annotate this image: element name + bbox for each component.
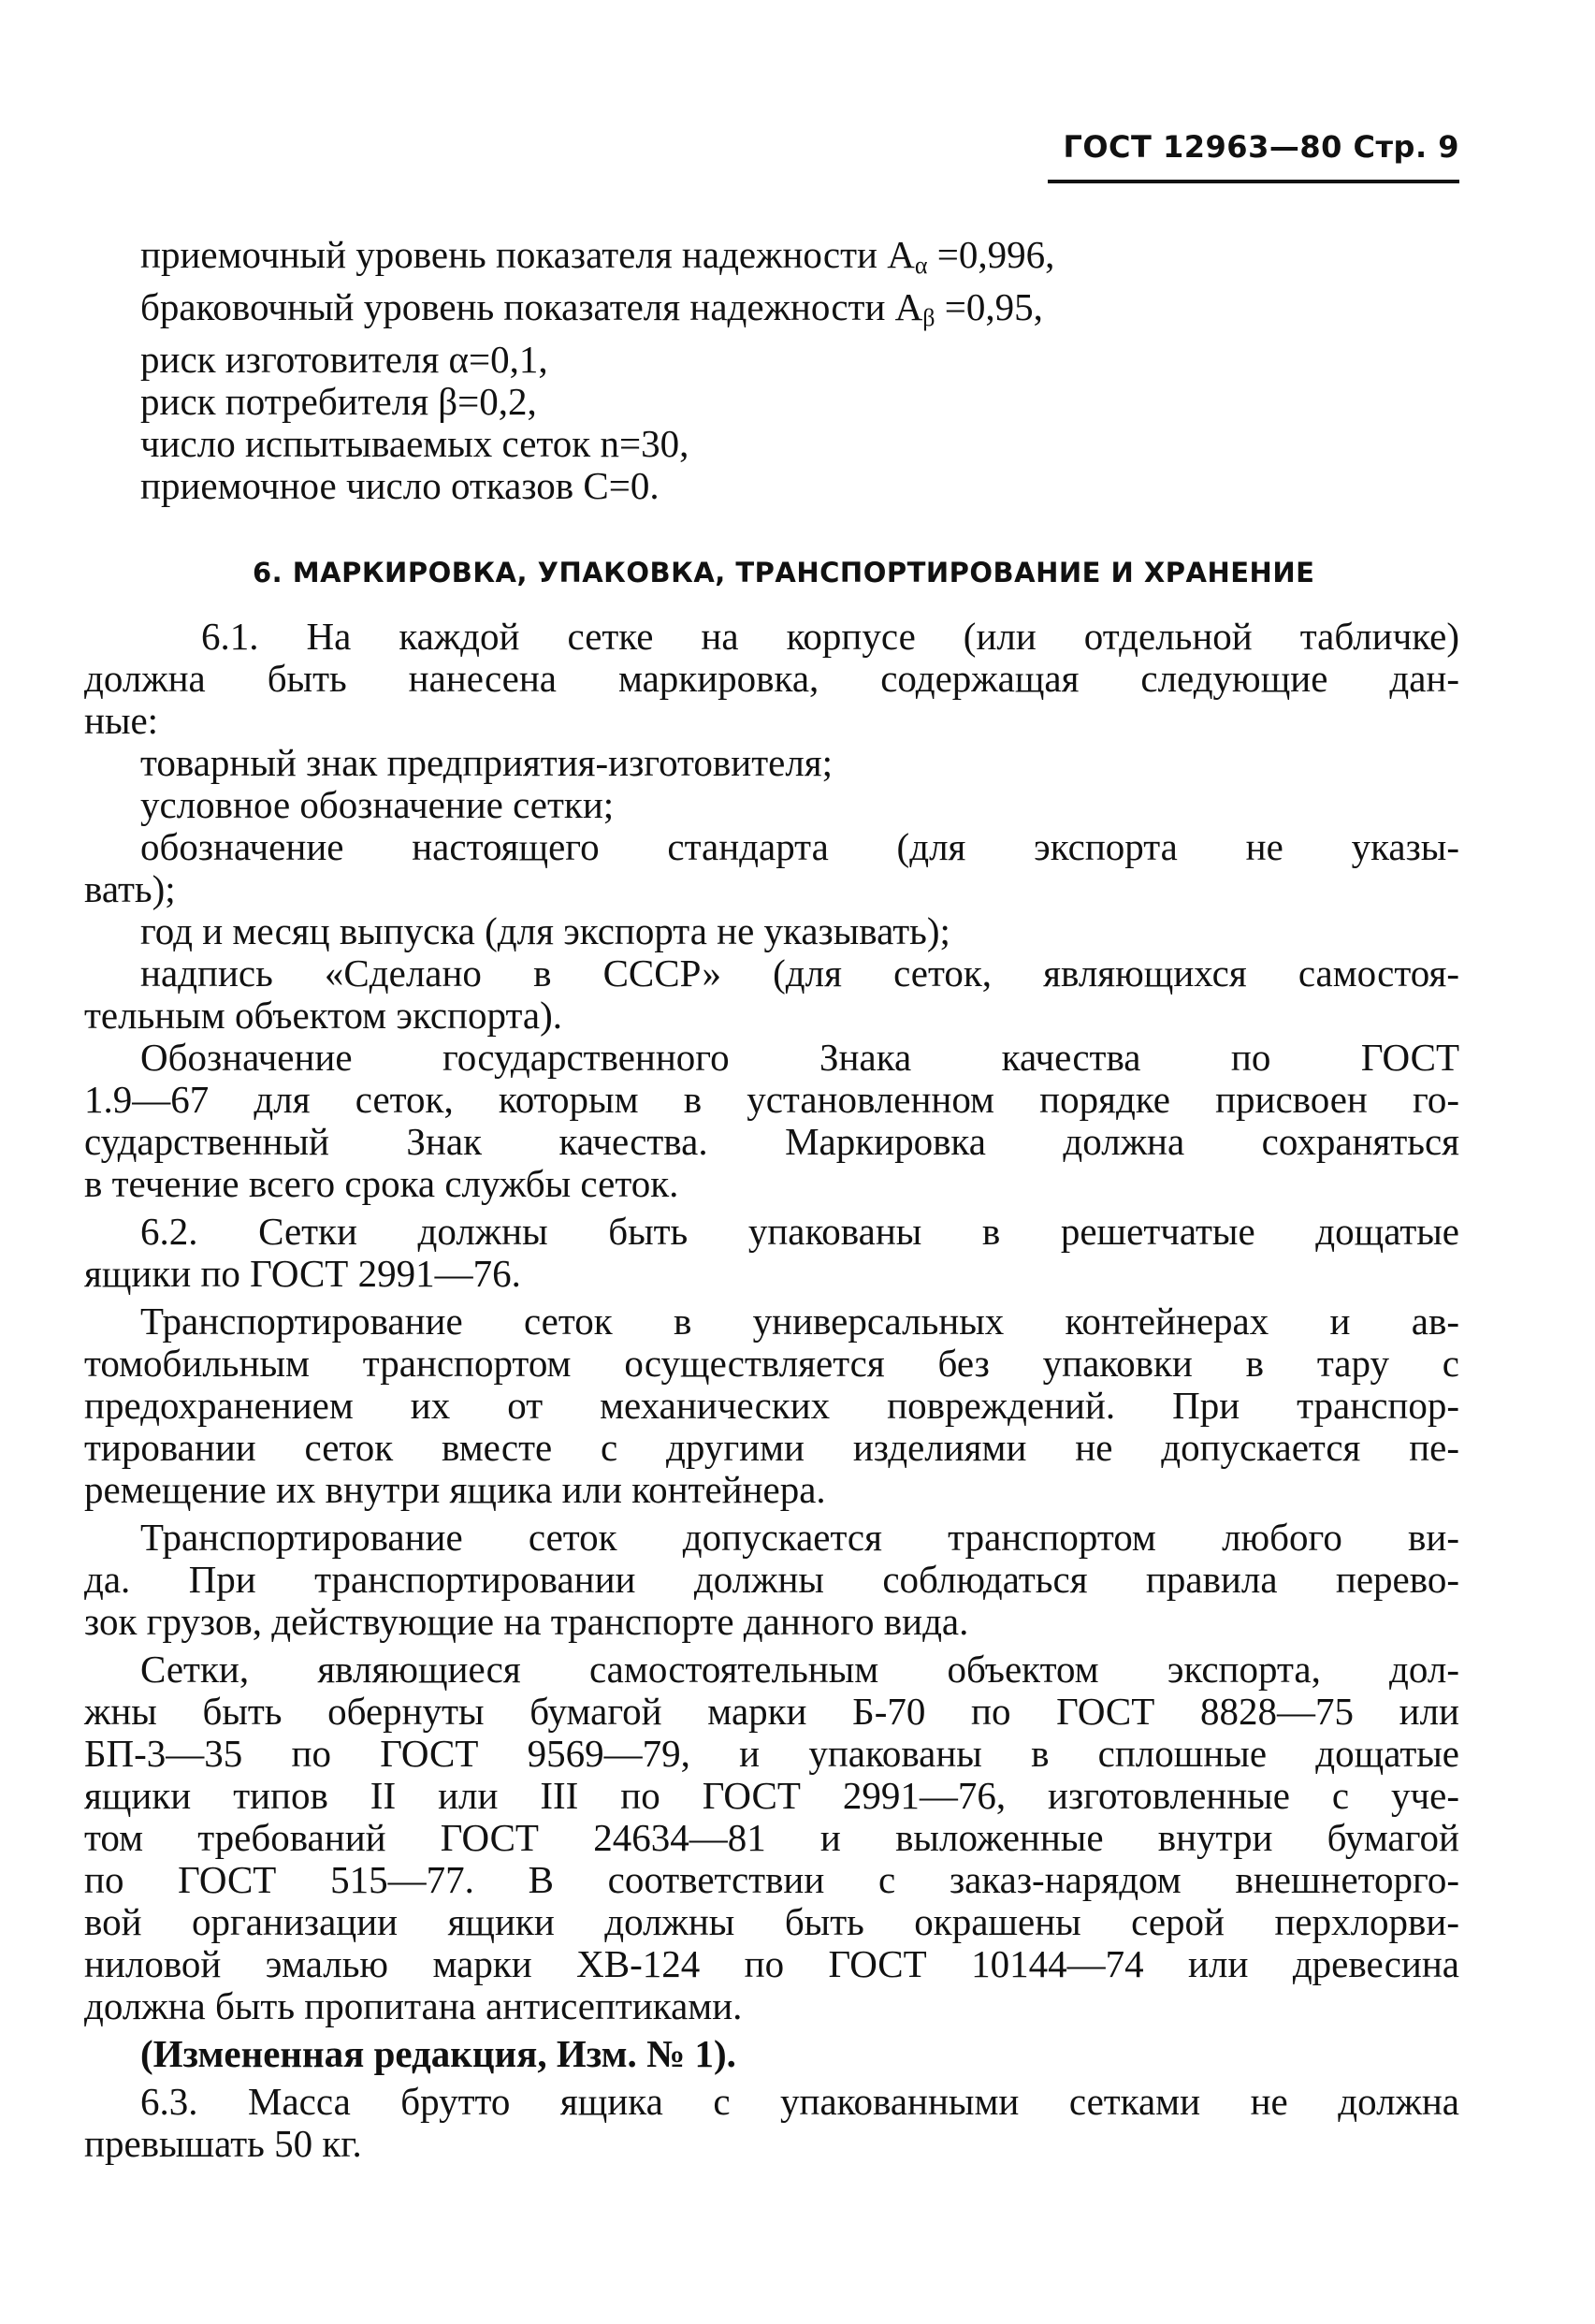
- text-line: предохранением их от механических повреждений. При транспор-: [84, 1384, 1459, 1427]
- acceptance-parameters: [140, 234, 1459, 507]
- text-line: тельным объектом экспорта).: [84, 994, 562, 1037]
- param-line: приемочный уровень показателя надежности $A_\alpha =0,996$,: [140, 233, 1055, 279]
- text-line: должна быть пропитана антисептиками.: [84, 1984, 743, 2027]
- text-line: Обозначение государственного Знака качества по ГОСТ: [140, 1036, 1459, 1079]
- text-line: да. При транспортировании должны соблюдаться правила перево-: [84, 1558, 1459, 1601]
- amendment-text: (Измененная редакция, Изм. № 1).: [140, 2032, 736, 2075]
- text-line: Транспортирование сеток в универсальных контейнерах и ав-: [140, 1300, 1459, 1343]
- text-line: по ГОСТ 515—77. В соответствии с заказ-нарядом внешнеторго-: [84, 1858, 1459, 1901]
- paragraph-6-2: [84, 1210, 1459, 1295]
- param-line: браковочный уровень показателя надежности $A_\beta =0,95$,: [140, 285, 1043, 331]
- text-line: 6.2. Сетки должны быть упакованы в решетчатые дощатые: [140, 1210, 1459, 1253]
- param-line: приемочное число отказов C=0.: [140, 464, 660, 507]
- text-line: 1.9—67 для сеток, которым в установленном порядке присвоен го-: [84, 1078, 1459, 1121]
- text-line: зок грузов, действующие на транспорте данного вида.: [84, 1600, 969, 1643]
- paragraph-6-3: [84, 2080, 1459, 2165]
- text-line: ремещение их внутри ящика или контейнера.: [84, 1468, 826, 1511]
- text-line: в течение всего срока службы сеток.: [84, 1162, 679, 1205]
- text-line: 6.3. Масса брутто ящика с упакованными сетками не должна: [140, 2080, 1459, 2123]
- list-item: условное обозначение сетки;: [140, 783, 615, 826]
- text-line: БП-3—35 по ГОСТ 9569—79, и упакованы в сплошные дощатые: [84, 1732, 1459, 1775]
- text-line: ящики типов II или III по ГОСТ 2991—76, изготовленные с уче-: [84, 1774, 1459, 1817]
- paragraph-export-packing: [84, 1648, 1459, 2027]
- text-line: Транспортирование сеток допускается транспортом любого ви-: [140, 1516, 1459, 1559]
- paragraph-6-1: [84, 615, 1459, 1205]
- header-rule: [1048, 180, 1459, 183]
- text-line: сударственный Знак качества. Маркировка должна сохраняться: [84, 1120, 1459, 1163]
- text-line: 6.1. На каждой сетке на корпусе (или отдельной табличке): [201, 615, 1459, 658]
- text-line: вать);: [84, 867, 176, 910]
- amendment-note: [140, 2033, 1459, 2075]
- text-line: том требований ГОСТ 24634—81 и выложенные внутри бумагой: [84, 1816, 1459, 1859]
- document-body: [84, 233, 1459, 2165]
- text-line: жны быть обернуты бумагой марки Б-70 по ГОСТ 8828—75 или: [84, 1690, 1459, 1733]
- text-line: ниловой эмалью марки ХВ-124 по ГОСТ 10144—74 или древесина: [84, 1942, 1459, 1985]
- param-line: риск изготовителя α=0,1,: [140, 338, 548, 381]
- param-line: число испытываемых сеток n=30,: [140, 422, 689, 465]
- section-heading: 6. МАРКИРОВКА, УПАКОВКА, ТРАНСПОРТИРОВАНИЕ И ХРАНЕНИЕ: [253, 557, 1315, 588]
- list-item: обозначение настоящего стандарта (для экспорта не указы-: [140, 825, 1459, 868]
- text-line: превышать 50 кг.: [84, 2122, 362, 2165]
- text-line: вой организации ящики должны быть окрашены серой перхлорви-: [84, 1900, 1459, 1943]
- text-line: тировании сеток вместе с другими изделиями не допускается пе-: [84, 1426, 1459, 1469]
- list-item: товарный знак предприятия-изготовителя;: [140, 741, 834, 784]
- text-line: ные:: [84, 699, 159, 742]
- list-item: год и месяц выпуска (для экспорта не указывать);: [140, 909, 950, 952]
- paragraph-transport-1: [84, 1300, 1459, 1511]
- text-line: томобильным транспортом осуществляется без упаковки в тару с: [84, 1342, 1459, 1385]
- text-line: ящики по ГОСТ 2991—76.: [84, 1252, 521, 1295]
- text-line: Сетки, являющиеся самостоятельным объектом экспорта, дол-: [140, 1648, 1459, 1691]
- text-line: должна быть нанесена маркировка, содержащая следующие дан-: [84, 657, 1459, 700]
- param-line: риск потребителя β=0,2,: [140, 380, 537, 423]
- paragraph-transport-2: [84, 1516, 1459, 1643]
- running-head: ГОСТ 12963—80 Стр. 9: [1063, 129, 1459, 165]
- list-item: надпись «Сделано в СССР» (для сеток, являющихся самостоя-: [140, 951, 1459, 995]
